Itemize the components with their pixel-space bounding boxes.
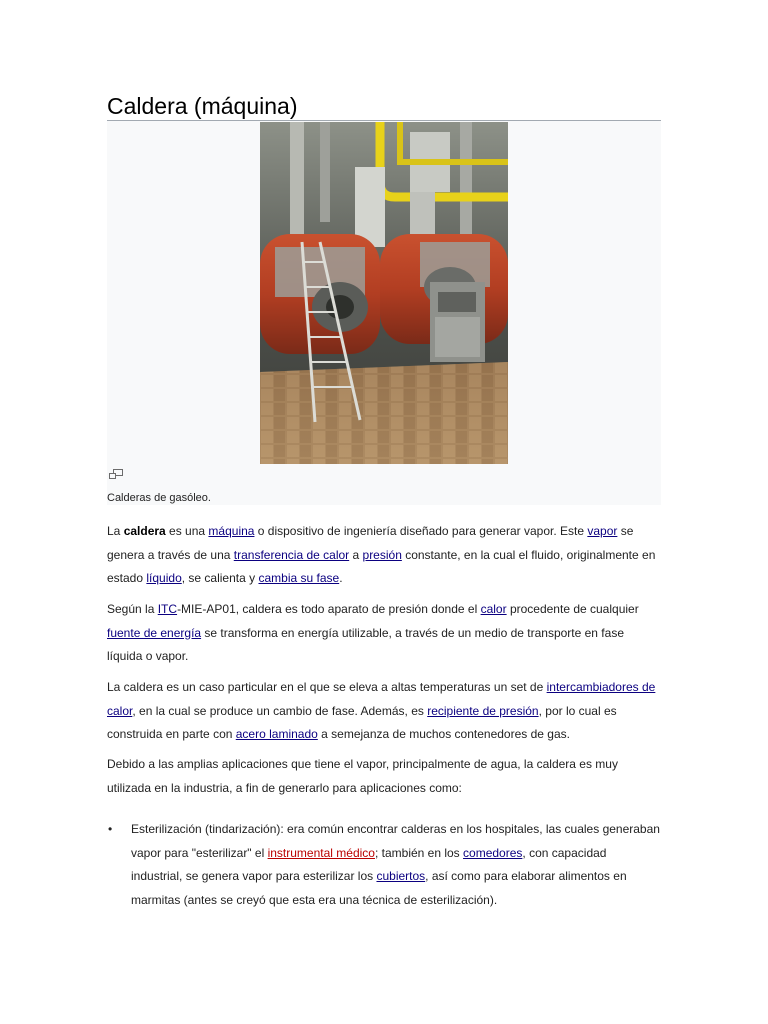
link-calor[interactable]: calor: [480, 602, 507, 616]
page-title: Caldera (máquina): [107, 93, 298, 119]
link-liquido[interactable]: líquido: [146, 571, 182, 585]
figure-caption: Calderas de gasóleo.: [107, 492, 211, 504]
link-acero-laminado[interactable]: acero laminado: [235, 727, 318, 741]
paragraph-definition: Según la ITC-MIE-AP01, caldera es todo aparato de presión donde el calor procedente de cualquier fuente de energía se transforma en energía utilizable, a través de un medio de transporte en fase líquida o vapor.: [107, 602, 639, 663]
link-recipiente-de-presion[interactable]: recipiente de presión: [427, 703, 539, 718]
paragraph-particular-case: La caldera es un caso particular en el que se eleva a altas temperaturas un set de intercambiadores de calor, en la cual se produce un cambio de fase. Además, es recipiente de presión, por lo cual es construida en parte con acero laminado a semejanza de muchos contenedores de gas.: [107, 680, 656, 741]
term-caldera: caldera: [123, 524, 166, 538]
applications-list: [107, 818, 661, 912]
bullet-icon: •: [108, 822, 113, 836]
link-itc[interactable]: ITC: [157, 602, 178, 616]
list-item: • Esterilización (tindarización): era común encontrar calderas en los hospitales, las cuales generaban vapor para "esterilizar" el instrumental médico; también en los comedores, con capacidad industrial, se genera vapor para esterilizar los cubiertos, así como para elaborar alimentos en marmitas (antes se creyó que esta era una técnica de esterilización).: [107, 818, 661, 912]
link-transferencia-de-calor[interactable]: transferencia de calor: [233, 547, 350, 562]
link-cubiertos[interactable]: cubiertos: [376, 869, 426, 883]
link-fuente-de-energia[interactable]: fuente de energía: [107, 625, 202, 640]
boiler-photo[interactable]: [260, 122, 508, 464]
link-maquina[interactable]: máquina: [208, 524, 255, 538]
link-intercambiadores-de-calor[interactable]: intercambiadores de calor: [107, 680, 656, 718]
paragraph-intro: La caldera es una máquina o dispositivo de ingeniería diseñado para generar vapor. Este vapor se genera a través de una transferencia de calor a presión constante, en la cual el fluido, originalmente en estado líquido, se calienta y cambia su fase.: [107, 524, 656, 585]
link-cambia-su-fase[interactable]: cambia su fase: [258, 571, 340, 585]
link-vapor[interactable]: vapor: [587, 524, 618, 538]
paragraph-applications: Debido a las amplias aplicaciones que tiene el vapor, principalmente de agua, la caldera es muy utilizada en la industria, a fin de generarlo para aplicaciones como:: [107, 757, 618, 795]
link-comedores[interactable]: comedores: [463, 845, 523, 860]
link-presion[interactable]: presión: [362, 547, 402, 562]
figure: [107, 121, 661, 505]
enlarge-icon[interactable]: [109, 466, 123, 484]
link-instrumental-medico[interactable]: instrumental médico: [267, 845, 375, 860]
